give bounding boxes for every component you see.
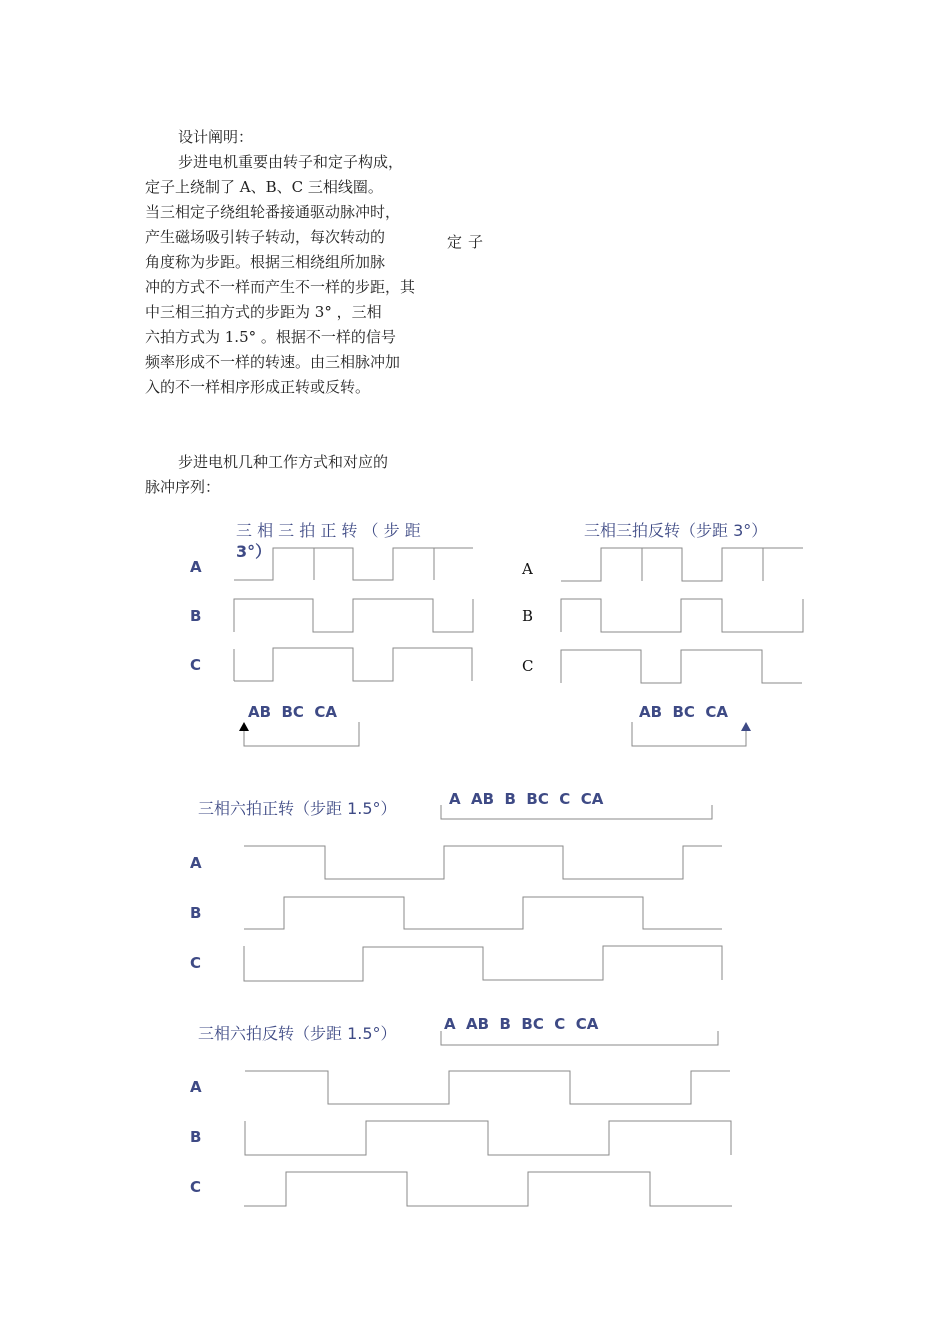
d2-phase-c: C: [522, 657, 534, 675]
d3-phase-b: B: [190, 904, 202, 922]
d2-bracket: [632, 722, 746, 746]
d3-bracket: [441, 805, 712, 819]
d3-wave-a: [244, 846, 722, 879]
d1-arrow-up-icon: [239, 722, 249, 731]
d3-sequence: A AB B BC C CA: [449, 790, 604, 808]
d1-phase-b: B: [190, 607, 202, 625]
d1-phase-a: A: [190, 558, 202, 576]
section2-line: 步进电机几种工作方式和对应的: [178, 453, 389, 471]
intro-line: 角度称为步距。根据三相绕组所加脉: [145, 253, 386, 271]
d4-wave-b: [245, 1121, 731, 1155]
d1-wave-b: [234, 599, 473, 632]
d4-phase-a: A: [190, 1078, 202, 1096]
intro-line: 中三相三拍方式的步距为 3° ，三相: [145, 303, 382, 321]
d3-phase-a: A: [190, 854, 202, 872]
d4-title: 三相六拍反转（步距 1.5°）: [198, 1024, 397, 1043]
intro-line: 当三相定子绕组轮番接通驱动脉冲时，: [145, 203, 401, 221]
d2-phase-a: A: [522, 560, 533, 578]
d1-bracket: [244, 722, 359, 746]
d1-title: 三 相 三 拍 正 转 （ 步 距: [236, 521, 421, 540]
intro-line: 冲的方式不一样而产生不一样的步距，其: [145, 278, 416, 296]
d1-phase-c: C: [190, 656, 202, 674]
d2-sequence: AB BC CA: [639, 703, 728, 721]
intro-line: 入的不一样相序形成正转或反转。: [145, 378, 371, 396]
d1-wave-a: [234, 548, 473, 580]
d4-phase-b: B: [190, 1128, 202, 1146]
d3-wave-c: [244, 946, 722, 981]
d2-wave-a: [561, 548, 803, 581]
d4-wave-c: [244, 1172, 732, 1206]
d4-phase-c: C: [190, 1178, 202, 1196]
d4-bracket: [441, 1031, 718, 1045]
intro-line: 定子上绕制了 A、B、C 三相线圈。: [145, 178, 383, 196]
intro-line: 步进电机重要由转子和定子构成，: [178, 153, 404, 171]
d2-title: 三相三拍反转（步距 3°）: [584, 521, 768, 540]
stator-label: 定子: [447, 233, 490, 251]
section2-line: 脉冲序列：: [145, 478, 221, 496]
d3-phase-c: C: [190, 954, 202, 972]
d2-arrow-up-icon: [741, 722, 751, 731]
intro-line: 产生磁场吸引转子转动，每次转动的: [145, 228, 386, 246]
intro-heading: 设计阐明：: [178, 128, 254, 146]
d1-sequence: AB BC CA: [248, 703, 337, 721]
intro-line: 频率形成不一样的转速。由三相脉冲加: [145, 353, 401, 371]
d3-wave-b: [244, 897, 722, 929]
d4-sequence: A AB B BC C CA: [444, 1015, 599, 1033]
d2-wave-b: [561, 599, 803, 632]
d3-title: 三相六拍正转（步距 1.5°）: [198, 799, 397, 818]
d2-phase-b: B: [522, 607, 534, 625]
d1-title-cont: 3°）: [236, 542, 272, 561]
d4-wave-a: [245, 1071, 730, 1104]
d1-wave-c: [234, 648, 472, 681]
intro-line: 六拍方式为 1.5° 。根据不一样的信号: [145, 328, 396, 346]
d2-wave-c: [561, 650, 802, 683]
